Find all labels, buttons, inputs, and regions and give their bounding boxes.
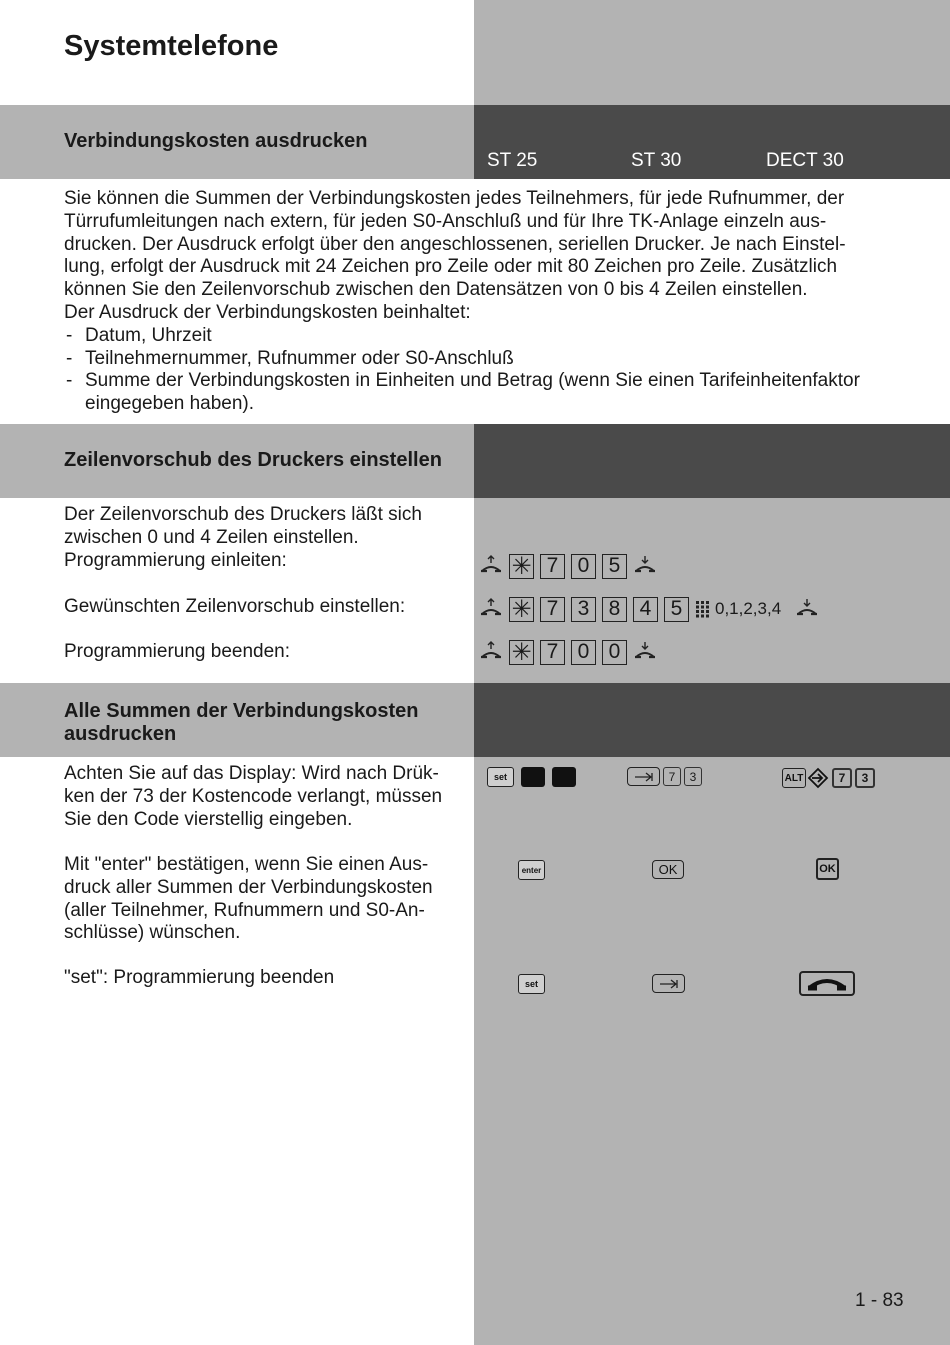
key-digit[interactable]: 8 <box>602 597 627 622</box>
section1-header-band-dark <box>474 105 950 179</box>
key-digit[interactable]: 7 <box>540 640 565 665</box>
black-softkey[interactable] <box>552 767 576 787</box>
handset-lift-icon <box>479 641 503 663</box>
section3-step-enter <box>64 854 469 945</box>
key-digit[interactable]: 5 <box>602 554 627 579</box>
bullet-text: Teilnehmernummer, Rufnummer oder S0-Anschluß <box>85 347 514 369</box>
dect30-row2-keys <box>816 858 839 880</box>
arrow-right-icon <box>634 772 654 782</box>
intro-line: können Sie den Zeilenvorschub zwischen den Datensätzen von 0 bis 4 Zeilen einstellen. <box>64 279 808 301</box>
st30-row1-keys <box>627 767 702 786</box>
hang-up-handset-icon <box>806 976 848 992</box>
key-digit[interactable]: 0 <box>571 640 596 665</box>
dect30-row1-keys <box>782 767 875 789</box>
handset-hangup-icon <box>633 641 657 663</box>
keypad-icon <box>695 600 711 618</box>
ok-button[interactable]: OK <box>816 858 839 880</box>
intro-line: Der Ausdruck der Verbindungskosten beinhaltet: <box>64 301 471 323</box>
handset-lift-icon <box>479 598 503 620</box>
st25-row1-keys <box>487 767 576 787</box>
key-digit[interactable]: 7 <box>663 767 681 786</box>
key-sequence-line-feed <box>479 595 825 623</box>
dect30-row3-keys <box>799 971 855 996</box>
step-line: ken der 73 der Kostencode verlangt, müssen <box>64 785 443 807</box>
section2-title: Zeilenvorschub des Druckers einstellen <box>64 449 442 471</box>
bullet-dash: - <box>66 347 73 369</box>
enter-button[interactable]: enter <box>518 860 545 880</box>
key-digit[interactable]: 7 <box>540 554 565 579</box>
step-line: Mit "enter" bestätigen, wenn Sie einen Aus- <box>64 854 429 875</box>
black-softkey[interactable] <box>521 767 545 787</box>
key-digit[interactable]: 4 <box>633 597 658 622</box>
bullet-item <box>64 370 934 393</box>
column-head-dect30: DECT 30 <box>766 150 844 171</box>
set-button[interactable]: set <box>518 974 545 994</box>
section2-header-band-dark <box>474 424 950 498</box>
st30-row3-keys <box>652 974 685 993</box>
end-call-button[interactable] <box>799 971 855 996</box>
section1-intro <box>64 188 934 416</box>
key-digit[interactable]: 7 <box>540 597 565 622</box>
section3-step-set: "set": Programmierung beenden <box>64 967 335 988</box>
step-line: schlüsse) wünschen. <box>64 922 241 944</box>
key-digit[interactable]: 7 <box>832 768 852 788</box>
section3-title-line: ausdrucken <box>64 723 177 745</box>
column-head-st30: ST 30 <box>631 150 682 171</box>
column-head-st25: ST 25 <box>487 150 538 171</box>
handset-hangup-icon <box>795 598 819 620</box>
key-digit[interactable]: 0 <box>602 640 627 665</box>
arrow-right-icon <box>659 979 679 989</box>
step-line: Achten Sie auf das Display: Wird nach Drük- <box>64 763 439 784</box>
step-end-programming: Programmierung beenden: <box>64 641 291 662</box>
page-title: Systemtelefone <box>64 30 279 62</box>
key-digit[interactable]: 3 <box>855 768 875 788</box>
st25-row2-keys <box>518 860 545 880</box>
handset-hangup-icon <box>633 555 657 577</box>
section1-title: Verbindungskosten ausdrucken <box>64 130 368 152</box>
bullet-item <box>64 325 934 348</box>
key-digit[interactable]: 3 <box>684 767 702 786</box>
st30-row2-keys <box>652 860 684 879</box>
bullet-text: eingegeben haben). <box>85 393 255 415</box>
alt-button[interactable]: ALT <box>782 768 806 788</box>
bullet-text: Summe der Verbindungskosten in Einheiten und Betrag (wenn Sie einen Tarifeinheitenfaktor <box>85 370 860 392</box>
step-line: druck aller Summen der Verbindungskosten <box>64 876 433 898</box>
page-number: 1 - 83 <box>855 1290 904 1311</box>
section2-description <box>64 504 464 550</box>
key-digit[interactable]: 3 <box>571 597 596 622</box>
step-set-line-feed: Gewünschten Zeilenvorschub einstellen: <box>64 596 406 617</box>
handset-lift-icon <box>479 555 503 577</box>
set-button[interactable]: set <box>487 767 514 787</box>
st25-row3-keys <box>518 974 545 994</box>
key-sequence-end <box>479 638 663 666</box>
step-line: Sie den Code vierstellig eingeben. <box>64 808 353 830</box>
arrow-key[interactable] <box>652 974 685 993</box>
bullet-text: Datum, Uhrzeit <box>85 324 212 346</box>
ok-button[interactable]: OK <box>652 860 684 879</box>
key-digit[interactable]: 5 <box>664 597 689 622</box>
key-sequence-start <box>479 552 663 580</box>
intro-line: Sie können die Summen der Verbindungskosten jedes Teilnehmers, für jede Rufnummer, der <box>64 188 845 209</box>
intro-line: lung, erfolgt der Ausdruck mit 24 Zeichen pro Zeile oder mit 80 Zeichen pro Zeile. Zusätzlich <box>64 256 838 278</box>
section3-title-line: Alle Summen der Verbindungskosten <box>64 700 419 722</box>
bullet-dash: - <box>66 324 73 346</box>
bullet-continuation <box>64 393 934 416</box>
intro-line: Türrufumleitungen nach extern, für jeden S0-Anschluß und für Ihre TK-Anlage einzeln aus- <box>64 210 827 232</box>
navigation-arrow-icon[interactable] <box>807 767 829 789</box>
bullet-item <box>64 348 934 371</box>
key-digit[interactable]: 0 <box>571 554 596 579</box>
section3-title <box>64 700 419 746</box>
intro-line: drucken. Der Ausdruck erfolgt über den angeschlossenen, seriellen Drucker. Je nach Einstel- <box>64 233 846 255</box>
section3-step-display <box>64 763 469 831</box>
key-star[interactable]: ✳ <box>509 554 534 579</box>
step-start-programming: Programmierung einleiten: <box>64 550 287 571</box>
line-feed-range: 0,1,2,3,4 <box>715 599 782 618</box>
description-line: zwischen 0 und 4 Zeilen einstellen. <box>64 526 359 548</box>
description-line: Der Zeilenvorschub des Druckers läßt sich <box>64 504 422 525</box>
arrow-key[interactable] <box>627 767 660 786</box>
key-star[interactable]: ✳ <box>509 597 534 622</box>
section3-header-band-dark <box>474 683 950 757</box>
step-line: (aller Teilnehmer, Rufnummern und S0-An- <box>64 899 425 921</box>
key-star[interactable]: ✳ <box>509 640 534 665</box>
bullet-dash: - <box>66 370 73 392</box>
